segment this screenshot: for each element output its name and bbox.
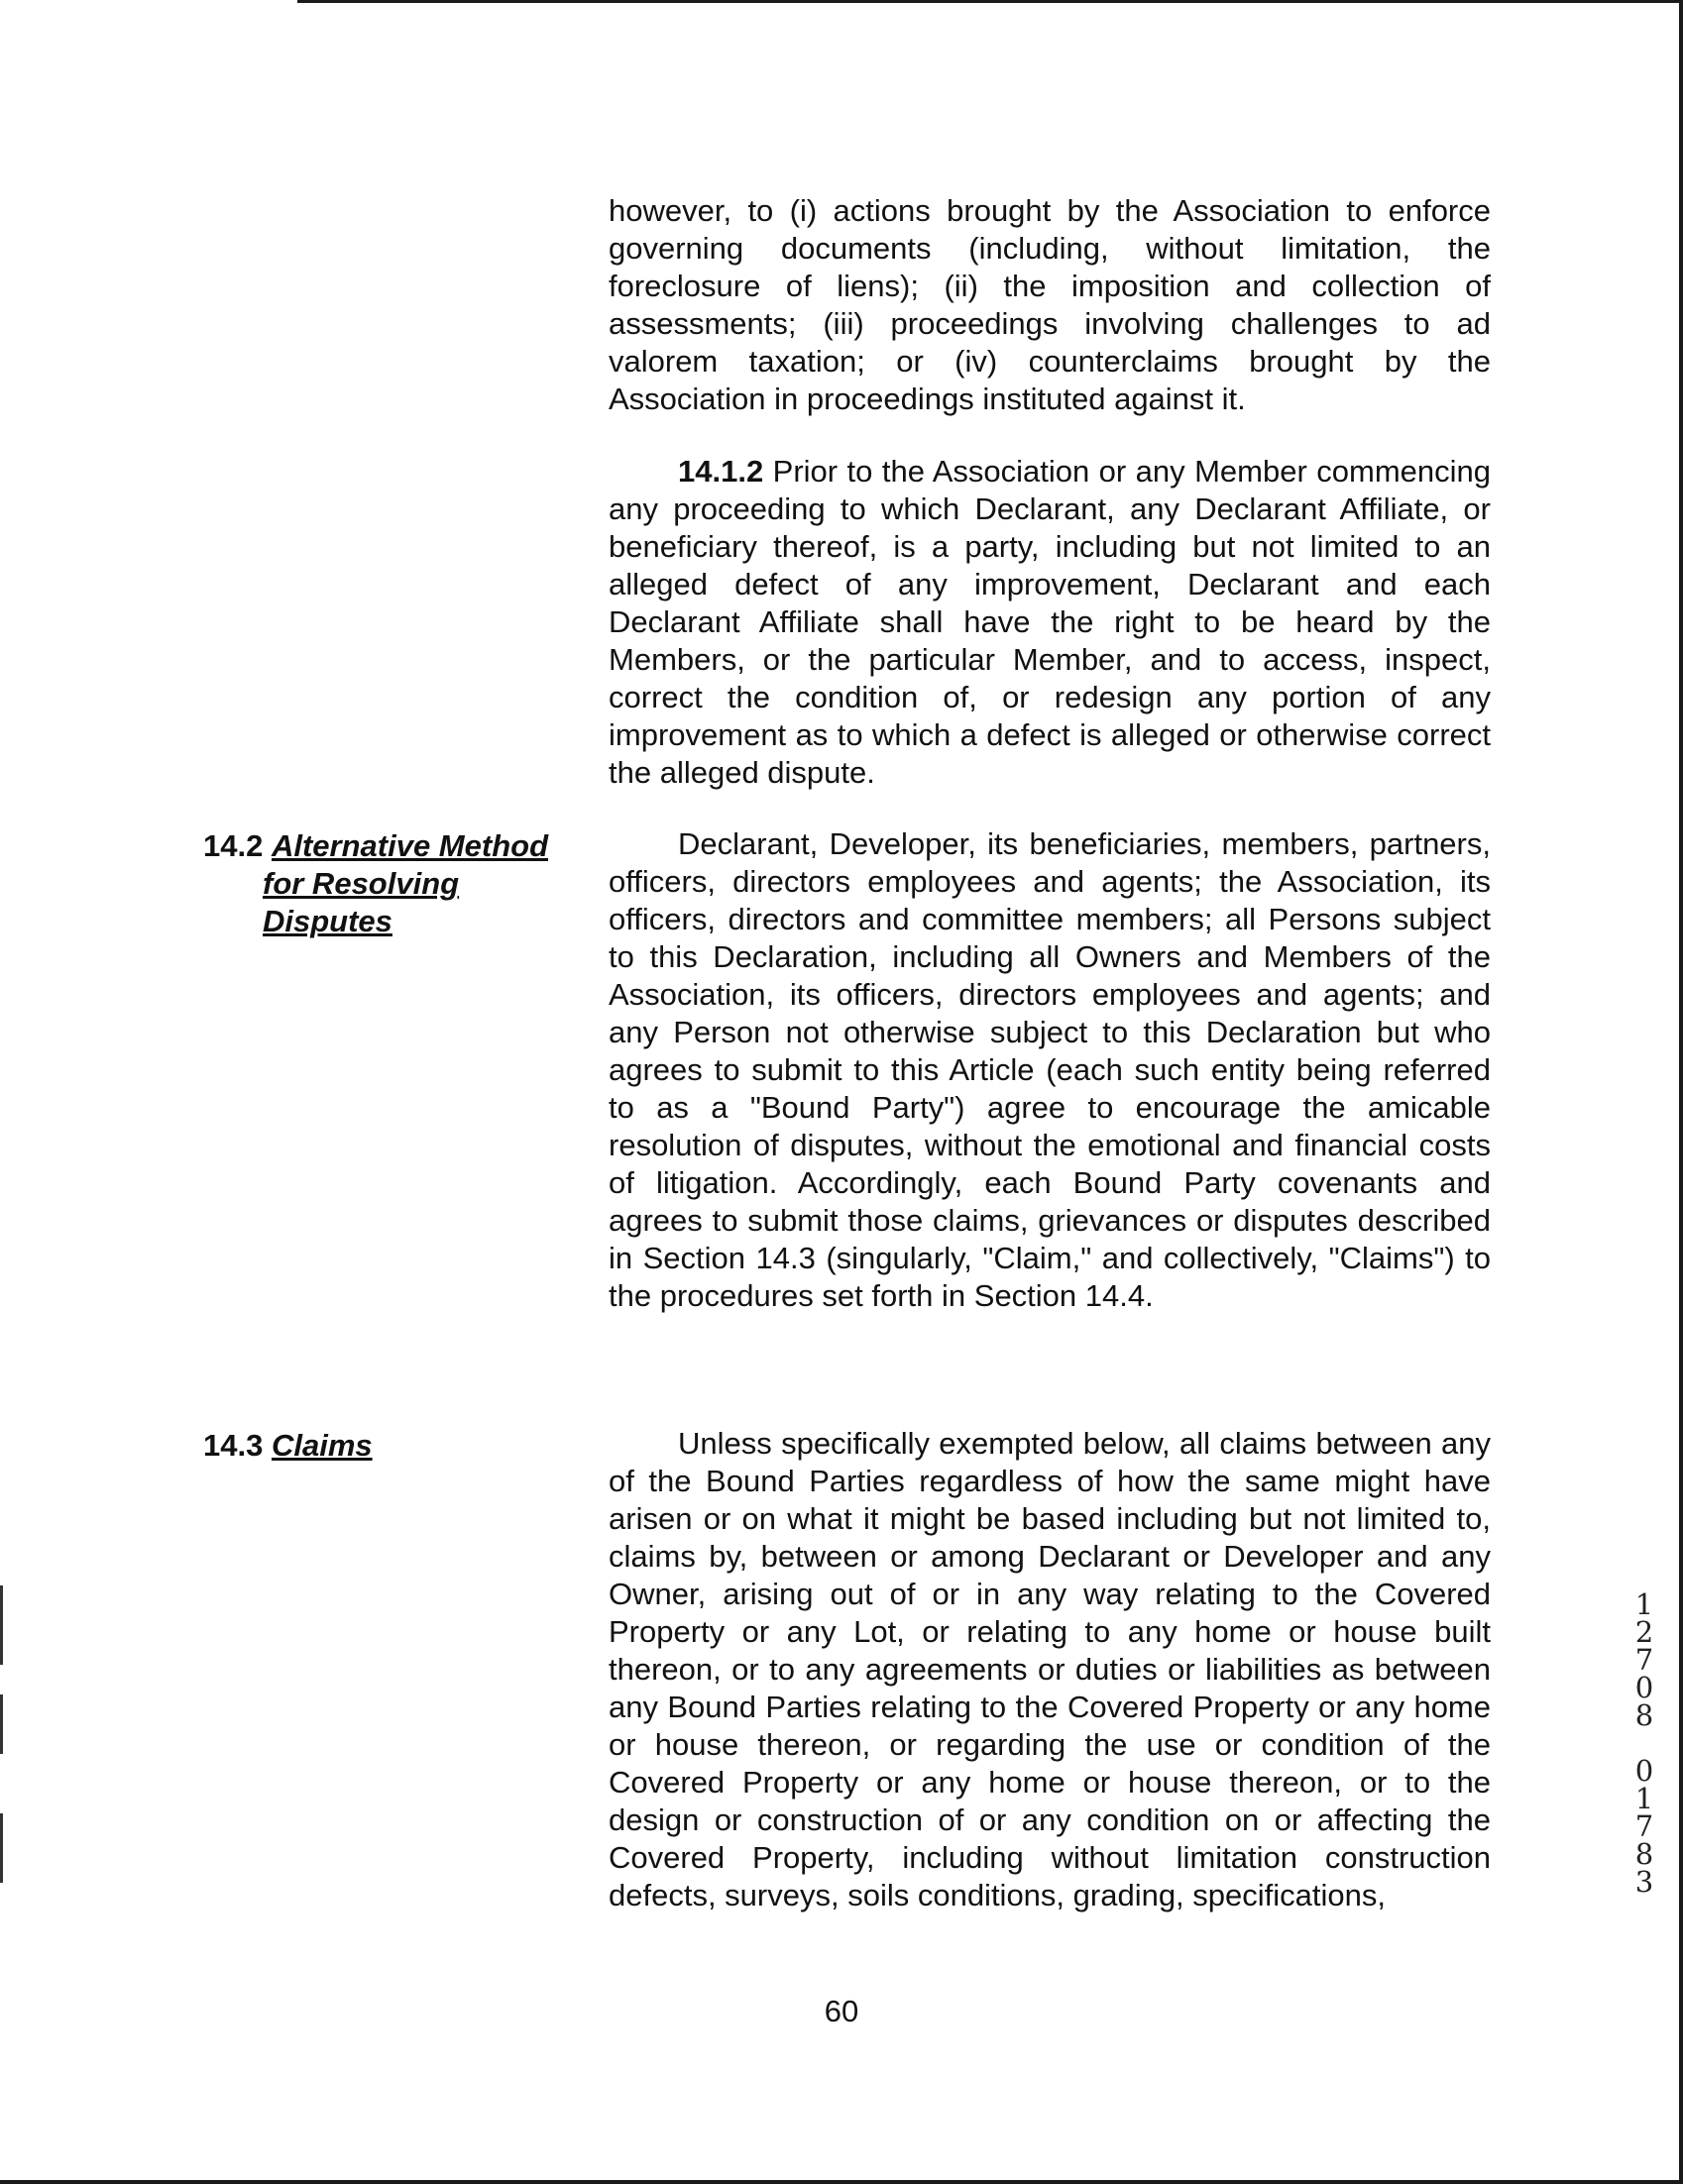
heading-number: 14.3	[203, 1428, 264, 1463]
page-border-top	[297, 0, 1683, 3]
scan-mark	[0, 1813, 3, 1883]
heading-number: 14.2	[203, 828, 264, 863]
paragraph-text: Prior to the Association or any Member commencing any proceeding to which Declarant, any Declarant Affiliate, or beneficiary thereof, is a party, including but not limited to an alleged defect of any improvement, Declarant and each Declarant Affiliate shall have the right to be heard by the Members, or the particular Member, and to access, inspect, correct the condition of, or redesign any portion of any improvement as to which a defect is alleged or otherwise correct the alleged dispute.	[609, 454, 1491, 790]
stamp-digit: 7	[1634, 1809, 1654, 1843]
stamp-gap	[1629, 1729, 1659, 1757]
paragraph-14-1-2	[609, 453, 1491, 792]
margin-stamp	[1629, 1587, 1659, 1899]
scan-mark	[0, 1585, 3, 1665]
stamp-digit: 1	[1634, 1782, 1654, 1815]
paragraph-continued: however, to (i) actions brought by the Association to enforce governing documents (including, without limitation, the foreclosure of liens); (ii) the imposition and collection of assessments; (iii) proceedings involving challenges to ad valorem taxation; or (iv) counterclaims brought by the Association in proceedings instituted against it.	[609, 193, 1491, 416]
page-border-bottom	[0, 2180, 1683, 2184]
page-number: 60	[824, 1994, 859, 2028]
paragraph-14-3: Unless specifically exempted below, all claims between any of the Bound Parties regardless of how the same might have arisen or on what it might be based including but not limited to, claims by, between or among Declarant or Developer and any Owner, arising out of or in any way relating to the Covered Property or any Lot, or relating to any home or house built thereon, or to any agreements or duties or liabilities as between any Bound Parties relating to the Covered Property or any home or house thereon, or regarding the use or condition of the Covered Property or any home or house thereon, or to the design or construction of or any condition on or affecting the Covered Property, including without limitation construction defects, surveys, soils conditions, grading, specifications,	[609, 1426, 1491, 1912]
paragraph-14-2: Declarant, Developer, its beneficiaries, members, partners, officers, directors employees and agents; the Association, its officers, directors and committee members; all Persons subject to this Declaration, including all Owners and Members of the Association, its officers, directors employees and agents; and any Person not otherwise subject to this Declaration but who agrees to submit to this Article (each such entity being referred to as a "Bound Party") agree to encourage the amicable resolution of disputes, without the emotional and financial costs of litigation. Accordingly, each Bound Party covenants and agrees to submit those claims, grievances or disputes described in Section 14.3 (singularly, "Claim," and collectively, "Claims") to the procedures set forth in Section 14.4.	[609, 826, 1491, 1313]
heading-title-line2: for Resolving	[263, 866, 460, 901]
stamp-digit: 7	[1634, 1643, 1654, 1677]
stamp-digit: 0	[1634, 1671, 1654, 1704]
scan-mark	[0, 1694, 3, 1754]
stamp-digit: 1	[1634, 1587, 1654, 1621]
heading-14-2	[203, 827, 548, 940]
stamp-digit: 8	[1634, 1698, 1654, 1732]
heading-14-3	[203, 1427, 373, 1465]
section-number: 14.1.2	[678, 454, 764, 489]
stamp-digit: 3	[1634, 1865, 1654, 1899]
stamp-digit: 8	[1634, 1837, 1654, 1871]
heading-title-line1: Alternative Method	[271, 828, 548, 863]
heading-title-line3: Disputes	[263, 904, 393, 938]
stamp-digit: 0	[1634, 1754, 1654, 1788]
page-border-right	[1679, 0, 1683, 2184]
stamp-digit: 2	[1634, 1615, 1654, 1649]
heading-title: Claims	[271, 1428, 373, 1463]
